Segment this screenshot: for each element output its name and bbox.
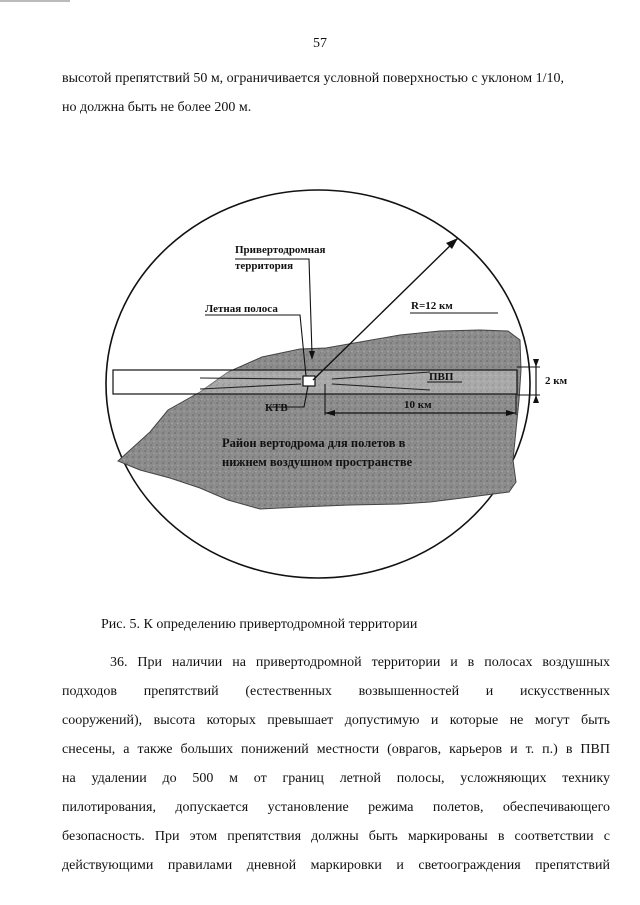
body-line-8: действующими правилами дневной маркировки и светоограждения препятствий: [62, 858, 610, 873]
body-line-4: снесены, а также больших понижений местности (оврагов, карьеров и т. п.) в ПВП: [62, 742, 610, 757]
label-ten-km: 10 км: [404, 399, 432, 411]
label-two-km: 2 км: [545, 375, 568, 387]
body-line-7: безопасность. При этом препятствия должны быть маркированы в соответствии с: [62, 829, 610, 844]
intro-line-2: но должна быть не более 200 м.: [62, 100, 252, 115]
label-privert-line1: Привертодромная: [235, 244, 326, 256]
body-line-3: сооружений), высота которых превышает допустимую и которые не могут быть: [62, 713, 610, 728]
label-ktv: КТВ: [265, 402, 288, 414]
label-pvp: ПВП: [429, 371, 454, 383]
label-letnaya: Летная полоса: [205, 303, 278, 315]
body-line-1: 36. При наличии на привертодромной территории и в полосах воздушных: [110, 655, 610, 670]
label-zone-line1: Район вертодрома для полетов в: [222, 436, 406, 450]
page-number: 57: [313, 36, 327, 51]
body-line-6: пилотирования, допускается установление режима полетов, обеспечивающего: [62, 800, 610, 815]
label-zone-line2: нижнем воздушном пространстве: [222, 455, 413, 469]
intro-line-1: высотой препятствий 50 м, ограничивается условной поверхностью с уклоном 1/10,: [62, 71, 564, 86]
body-line-5: на удалении до 500 м от границ летной полосы, усложняющих технику: [62, 771, 610, 786]
figure-caption: Рис. 5. К определению привертодромной территории: [101, 617, 418, 632]
helidrome-zone-area: [118, 330, 521, 509]
label-radius: R=12 км: [411, 300, 453, 312]
ktv-marker: [303, 376, 315, 386]
label-privert-line2: территория: [235, 260, 294, 272]
body-line-2: подходов препятствий (естественных возвышенностей и искусственных: [62, 684, 610, 699]
